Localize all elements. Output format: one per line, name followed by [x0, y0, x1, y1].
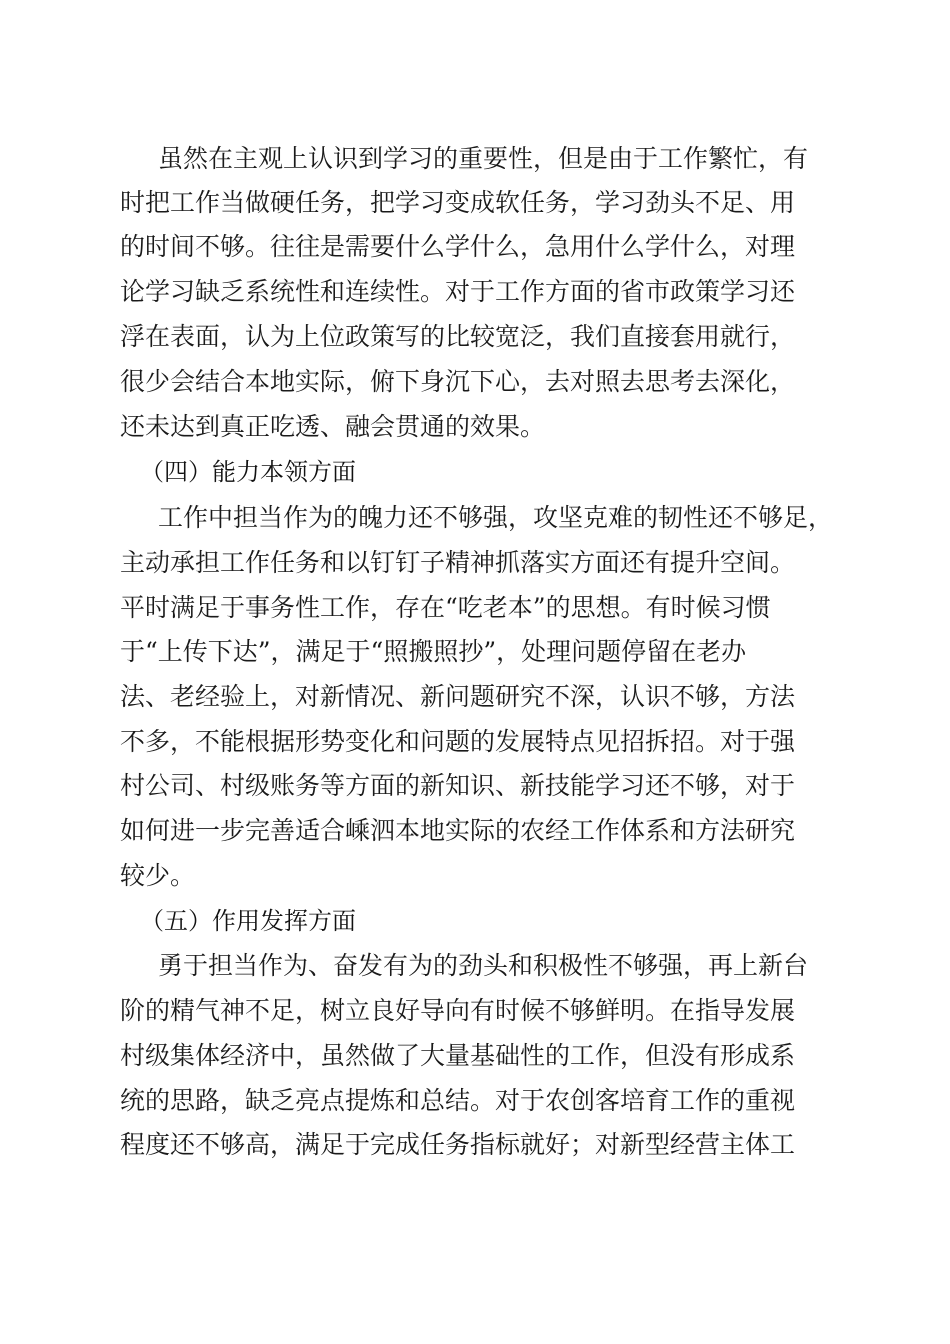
paragraph-line: 论学习缺乏系统性和连续性。对于工作方面的省市政策学习还: [120, 277, 796, 306]
paragraph-line: 程度还不够高，满足于完成任务指标就好；对新型经营主体工: [120, 1130, 796, 1159]
paragraph-line: 浮在表面，认为上位政策写的比较宽泛，我们直接套用就行，: [120, 322, 796, 351]
paragraph-line: 不多，不能根据形势变化和问题的发展特点见招拆招。对于强: [120, 727, 796, 756]
paragraph-line: 于“上传下达”，满足于“照搬照抄”，处理问题停留在老办: [120, 637, 747, 666]
paragraph-line: 的时间不够。往往是需要什么学什么，急用什么学什么，对理: [120, 232, 796, 261]
paragraph-line: 较少。: [120, 861, 196, 890]
paragraph-line: 村公司、村级账务等方面的新知识、新技能学习还不够，对于: [120, 771, 796, 800]
paragraph-line: 还未达到真正吃透、融会贯通的效果。: [120, 412, 546, 441]
paragraph-line: 虽然在主观上认识到学习的重要性，但是由于工作繁忙，有: [158, 144, 809, 173]
paragraph-line: 统的思路，缺乏亮点提炼和总结。对于农创客培育工作的重视: [120, 1086, 796, 1115]
paragraph-line: 时把工作当做硬任务，把学习变成软任务，学习劲头不足、用: [120, 188, 796, 217]
section-heading: （五）作用发挥方面: [140, 907, 356, 935]
paragraph-line: 阶的精气神不足，树立良好导向有时候不够鲜明。在指导发展: [120, 996, 796, 1025]
paragraph-line: 如何进一步完善适合嵊泗本地实际的农经工作体系和方法研究: [120, 816, 796, 845]
paragraph-line: 平时满足于事务性工作，存在“吃老本”的思想。有时候习惯: [120, 593, 771, 622]
section-heading: （四）能力本领方面: [140, 458, 356, 486]
paragraph-line: 勇于担当作为、奋发有为的劲头和积极性不够强，再上新台: [158, 951, 809, 980]
paragraph-line: 法、老经验上，对新情况、新问题研究不深，认识不够，方法: [120, 682, 796, 711]
paragraph-line: 主动承担工作任务和以钉钉子精神抓落实方面还有提升空间。: [120, 548, 796, 577]
paragraph-line: 村级集体经济中，虽然做了大量基础性的工作，但没有形成系: [120, 1041, 796, 1070]
paragraph-line: 很少会结合本地实际，俯下身沉下心，去对照去思考去深化，: [120, 367, 796, 396]
paragraph-line: 工作中担当作为的魄力还不够强，攻坚克难的韧性还不够足，: [158, 503, 834, 532]
